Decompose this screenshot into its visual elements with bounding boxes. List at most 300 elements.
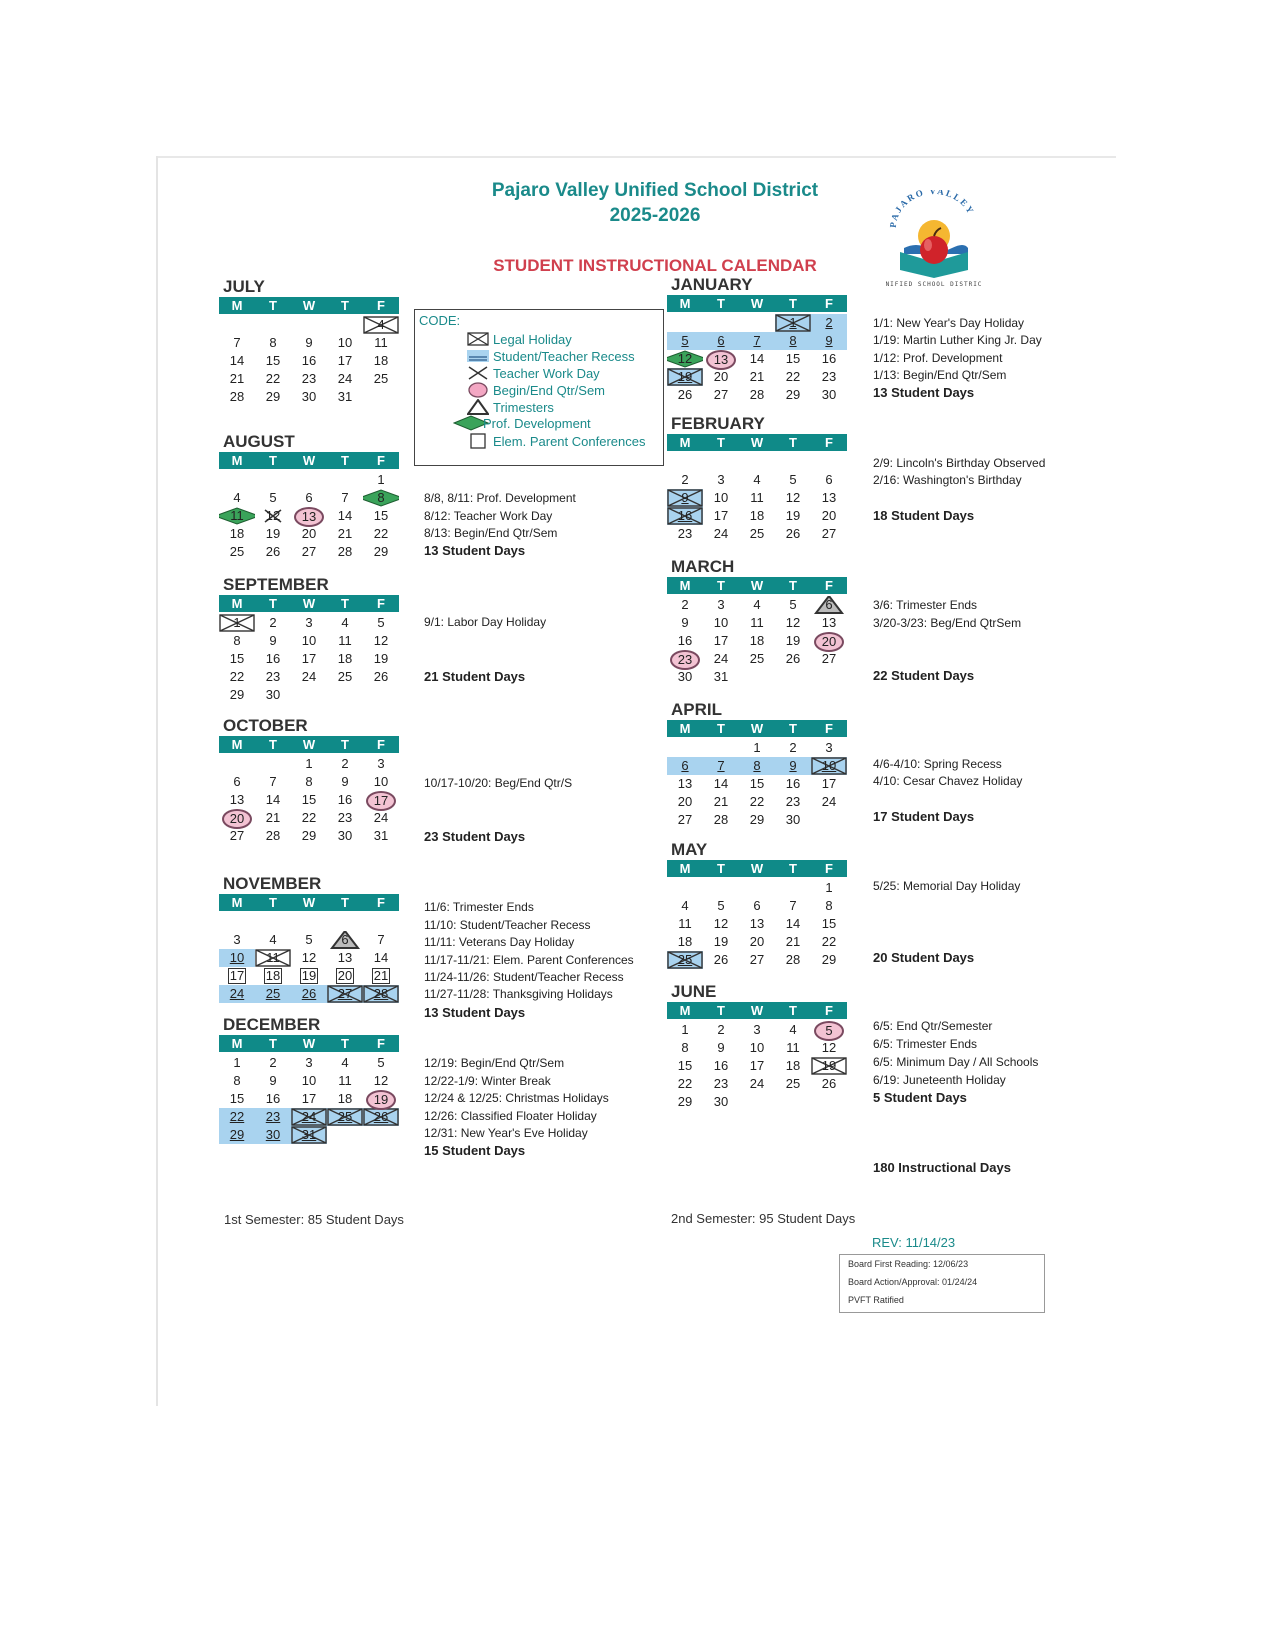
day-cell: [363, 967, 399, 985]
day-number: 30: [713, 1094, 729, 1109]
day-cell: [739, 811, 775, 829]
day-cell: [739, 757, 775, 775]
day-cell: [775, 596, 811, 614]
day-cell: [255, 525, 291, 543]
weekday-label: T: [341, 895, 349, 910]
day-number: 21: [785, 934, 801, 949]
day-number: 18: [337, 651, 353, 666]
day-cell: [291, 334, 327, 352]
day-number: 7: [269, 774, 277, 789]
day-number: 11: [750, 615, 764, 630]
day-cell: [255, 1054, 291, 1072]
day-cell: [255, 1090, 291, 1108]
week-row: [219, 1108, 399, 1126]
empty-day-cell: [291, 316, 327, 334]
day-number: 22: [373, 526, 389, 541]
day-cell: [327, 1072, 363, 1090]
day-cell: [363, 809, 399, 827]
day-cell: [703, 951, 739, 969]
day-cell: [327, 334, 363, 352]
month-name: DECEMBER: [223, 1015, 321, 1034]
day-number: 5: [377, 615, 385, 630]
weekday-label: M: [679, 1003, 691, 1018]
day-cell: [703, 668, 739, 686]
day-cell: [219, 1072, 255, 1090]
empty-day-cell: [775, 879, 811, 897]
day-number: 16: [337, 792, 353, 807]
weekday-label: F: [377, 737, 385, 752]
day-number: 2: [269, 1055, 277, 1070]
day-number: 15: [373, 508, 389, 523]
day-cell: [775, 386, 811, 404]
day-number: 31: [337, 389, 353, 404]
day-number: 21: [337, 526, 353, 541]
legend-label: Prof. Development: [483, 415, 591, 431]
day-cell: [291, 1108, 327, 1126]
day-number: 1: [789, 315, 797, 330]
day-cell: [327, 489, 363, 507]
day-number: 4: [753, 597, 761, 612]
day-number: 20: [749, 934, 765, 949]
day-cell: [703, 614, 739, 632]
aug-student-days: 13 Student Days: [424, 543, 526, 558]
mar-student-days: 22 Student Days: [873, 668, 975, 683]
day-cell: [667, 951, 703, 969]
day-number: 17: [337, 353, 353, 368]
week-row: [219, 985, 399, 1003]
day-number: 25: [749, 651, 765, 666]
day-cell: [667, 1057, 703, 1075]
weekday-label: T: [789, 861, 797, 876]
month-july: [219, 277, 399, 406]
day-cell: [703, 1057, 739, 1075]
week-row: [667, 632, 847, 650]
week-row: [667, 668, 847, 686]
day-number: 3: [305, 1055, 313, 1070]
day-cell: [291, 650, 327, 668]
day-number: 30: [785, 812, 801, 827]
day-cell: [291, 1072, 327, 1090]
day-cell: [703, 793, 739, 811]
day-number: 19: [785, 633, 801, 648]
day-cell: [703, 525, 739, 543]
day-cell: [667, 1075, 703, 1093]
day-number: 2: [341, 756, 349, 771]
legend-label: Begin/End Qtr/Sem: [493, 382, 605, 398]
day-number: 28: [785, 952, 801, 967]
month-may: [667, 840, 847, 969]
day-cell: [775, 1021, 811, 1039]
day-cell: [739, 614, 775, 632]
day-cell: [327, 931, 363, 949]
legend-code-label: CODE:: [419, 313, 461, 328]
day-number: 26: [785, 651, 801, 666]
day-cell: [739, 632, 775, 650]
weekday-label: T: [717, 296, 725, 311]
day-number: 20: [337, 968, 353, 983]
day-cell: [291, 809, 327, 827]
apr-student-days: 17 Student Days: [873, 809, 975, 824]
weekday-label: F: [377, 298, 385, 313]
day-cell: [775, 915, 811, 933]
day-cell: [775, 1057, 811, 1075]
empty-day-cell: [703, 879, 739, 897]
day-number: 8: [789, 333, 797, 348]
day-number: 10: [373, 774, 389, 789]
day-cell: [775, 757, 811, 775]
day-number: 6: [825, 472, 833, 487]
day-cell: [811, 793, 847, 811]
day-cell: [775, 650, 811, 668]
day-number: 13: [706, 350, 736, 370]
day-number: 5: [717, 898, 725, 913]
day-cell: [291, 352, 327, 370]
weekday-label: M: [231, 895, 243, 910]
day-number: 16: [677, 633, 693, 648]
day-cell: [327, 388, 363, 406]
legal-holiday-icon: [467, 331, 489, 347]
note-aug-0: 8/8, 8/11: Prof. Development: [424, 491, 576, 505]
day-cell: [219, 985, 255, 1003]
day-cell: [739, 596, 775, 614]
day-cell: [703, 596, 739, 614]
day-cell: [363, 316, 399, 334]
day-cell: [667, 668, 703, 686]
day-number: 1: [377, 472, 385, 487]
day-cell: [775, 525, 811, 543]
day-cell: [775, 1075, 811, 1093]
pink-circle-icon: [467, 382, 489, 398]
month-march: [667, 557, 847, 686]
day-number: 2: [789, 740, 797, 755]
day-number: 14: [337, 508, 353, 523]
day-number: 1: [681, 1022, 689, 1037]
week-row: [667, 915, 847, 933]
day-cell: [739, 386, 775, 404]
week-row: [219, 773, 399, 791]
month-name: JANUARY: [671, 275, 753, 294]
day-number: 20: [821, 508, 837, 523]
day-number: 1: [233, 1055, 241, 1070]
page-border-left: [156, 156, 158, 1406]
day-cell: [363, 1108, 399, 1126]
day-number: 9: [825, 333, 833, 348]
day-cell: [219, 352, 255, 370]
day-number: 9: [789, 758, 797, 773]
day-number: 30: [821, 387, 837, 402]
day-number: 31: [373, 828, 389, 843]
day-number: 6: [717, 333, 725, 348]
day-cell: [363, 489, 399, 507]
day-number: 28: [229, 389, 245, 404]
day-cell: [667, 489, 703, 507]
day-number: 3: [717, 597, 725, 612]
day-number: 9: [269, 1073, 277, 1088]
day-number: 29: [821, 952, 837, 967]
day-number: 6: [341, 932, 349, 947]
day-cell: [775, 811, 811, 829]
day-cell: [255, 668, 291, 686]
week-row: [219, 791, 399, 809]
day-cell: [291, 967, 327, 985]
note-dec-2: 12/24 & 12/25: Christmas Holidays: [424, 1091, 609, 1105]
day-cell: [811, 632, 847, 650]
day-number: 12: [785, 490, 801, 505]
day-cell: [255, 352, 291, 370]
day-cell: [703, 915, 739, 933]
day-cell: [667, 332, 703, 350]
day-number: 17: [821, 776, 837, 791]
weekday-label: M: [231, 1036, 243, 1051]
day-cell: [667, 632, 703, 650]
day-number: 3: [305, 615, 313, 630]
day-number: 2: [681, 472, 689, 487]
empty-day-cell: [739, 879, 775, 897]
week-row: [667, 489, 847, 507]
week-row: [667, 614, 847, 632]
weekday-header: [219, 595, 399, 612]
weekday-label: W: [302, 453, 316, 468]
weekday-label: T: [717, 1003, 725, 1018]
day-number: 17: [713, 508, 729, 523]
calendar-subtitle: STUDENT INSTRUCTIONAL CALENDAR: [493, 256, 817, 275]
day-number: 8: [681, 1040, 689, 1055]
day-number: 9: [269, 633, 277, 648]
weekday-label: T: [789, 1003, 797, 1018]
note-nov-0: 11/6: Trimester Ends: [424, 900, 534, 914]
day-cell: [703, 632, 739, 650]
day-number: 22: [821, 934, 837, 949]
day-number: 25: [373, 371, 389, 386]
week-row: [219, 316, 399, 334]
day-cell: [255, 388, 291, 406]
day-number: 13: [677, 776, 693, 791]
square-icon: [467, 433, 489, 449]
note-apr-1: 4/10: Cesar Chavez Holiday: [873, 774, 1023, 788]
day-number: 8: [269, 335, 277, 350]
day-cell: [363, 507, 399, 525]
empty-day-cell: [363, 686, 399, 704]
day-number: 29: [677, 1094, 693, 1109]
legend-prof-dev: [453, 415, 591, 431]
day-cell: [219, 931, 255, 949]
day-number: 10: [229, 950, 245, 965]
day-cell: [739, 793, 775, 811]
week-row: [219, 507, 399, 525]
note-dec-0: 12/19: Begin/End Qtr/Sem: [424, 1056, 565, 1070]
day-cell: [255, 507, 291, 525]
day-number: 2: [269, 615, 277, 630]
day-cell: [811, 915, 847, 933]
day-cell: [703, 757, 739, 775]
day-cell: [327, 949, 363, 967]
day-cell: [255, 686, 291, 704]
weekday-label: M: [231, 737, 243, 752]
day-number: 16: [785, 776, 801, 791]
school-year: 2025-2026: [609, 205, 701, 226]
day-cell: [363, 1054, 399, 1072]
month-name: MARCH: [671, 557, 735, 576]
day-cell: [775, 933, 811, 951]
day-number: 31: [713, 669, 729, 684]
week-row: [667, 793, 847, 811]
day-cell: [327, 827, 363, 845]
day-number: 20: [222, 809, 252, 829]
day-cell: [703, 332, 739, 350]
note-jan-0: 1/1: New Year's Day Holiday: [873, 316, 1025, 330]
month-february: [667, 414, 847, 543]
dec-student-days: 15 Student Days: [424, 1143, 526, 1158]
day-cell: [327, 1054, 363, 1072]
day-number: 13: [229, 792, 245, 807]
day-cell: [739, 489, 775, 507]
day-number: 5: [269, 490, 277, 505]
week-row: [667, 1057, 847, 1075]
week-row: [667, 1075, 847, 1093]
weekday-label: M: [679, 721, 691, 736]
day-cell: [703, 386, 739, 404]
day-number: 3: [377, 756, 385, 771]
day-cell: [811, 775, 847, 793]
day-cell: [811, 614, 847, 632]
day-cell: [219, 668, 255, 686]
day-number: 24: [337, 371, 353, 386]
day-cell: [667, 614, 703, 632]
day-cell: [703, 897, 739, 915]
note-feb-1: 2/16: Washington's Birthday: [873, 473, 1022, 487]
day-number: 17: [713, 633, 729, 648]
day-number: 19: [785, 508, 801, 523]
day-number: 17: [229, 968, 245, 983]
day-cell: [775, 632, 811, 650]
week-row: [667, 951, 847, 969]
day-cell: [811, 489, 847, 507]
day-number: 2: [825, 315, 833, 330]
note-jun-2: 6/5: Minimum Day / All Schools: [873, 1055, 1039, 1069]
day-number: 10: [301, 633, 317, 648]
day-number: 15: [229, 1091, 245, 1106]
day-number: 15: [749, 776, 765, 791]
day-cell: [363, 668, 399, 686]
day-number: 25: [677, 952, 693, 967]
day-number: 7: [717, 758, 725, 773]
week-row: [219, 370, 399, 388]
day-cell: [327, 985, 363, 1003]
day-cell: [703, 1075, 739, 1093]
day-cell: [739, 775, 775, 793]
legend-label: Student/Teacher Recess: [493, 348, 635, 364]
day-cell: [363, 632, 399, 650]
weekday-label: W: [302, 298, 316, 313]
month-october: [219, 716, 399, 845]
day-cell: [739, 650, 775, 668]
day-cell: [291, 985, 327, 1003]
weekday-header: [667, 434, 847, 451]
legend-recess: [467, 348, 635, 364]
day-number: 12: [301, 950, 317, 965]
day-cell: [811, 1039, 847, 1057]
empty-day-cell: [327, 1126, 363, 1144]
day-number: 27: [713, 387, 729, 402]
day-number: 18: [785, 1058, 801, 1073]
day-number: 16: [301, 353, 317, 368]
triangle-icon: [467, 399, 489, 415]
board-first-reading: Board First Reading: 12/06/23: [848, 1259, 969, 1269]
day-cell: [739, 915, 775, 933]
day-number: 25: [749, 526, 765, 541]
day-number: 31: [301, 1127, 317, 1142]
day-number: 29: [373, 544, 389, 559]
day-cell: [219, 773, 255, 791]
empty-day-cell: [811, 668, 847, 686]
week-row: [219, 949, 399, 967]
day-number: 12: [821, 1040, 837, 1055]
day-cell: [739, 368, 775, 386]
weekday-label: T: [341, 737, 349, 752]
day-number: 12: [785, 615, 801, 630]
legend-box: [414, 309, 664, 466]
note-sep-0: 9/1: Labor Day Holiday: [424, 615, 547, 629]
day-cell: [667, 915, 703, 933]
day-cell: [219, 632, 255, 650]
day-cell: [811, 879, 847, 897]
day-cell: [667, 350, 703, 368]
day-cell: [219, 507, 255, 525]
day-cell: [291, 931, 327, 949]
legend-label: Trimesters: [493, 399, 554, 415]
day-number: 12: [713, 916, 729, 931]
week-row: [667, 757, 847, 775]
day-number: 10: [301, 1073, 317, 1088]
day-number: 26: [677, 387, 693, 402]
day-cell: [291, 755, 327, 773]
day-number: 30: [265, 1127, 281, 1142]
day-cell: [739, 332, 775, 350]
day-number: 20: [814, 632, 844, 652]
day-cell: [811, 1075, 847, 1093]
day-number: 22: [229, 669, 245, 684]
day-number: 23: [677, 526, 693, 541]
day-number: 17: [301, 1091, 317, 1106]
week-row: [219, 632, 399, 650]
day-number: 30: [301, 389, 317, 404]
weekday-header: [667, 295, 847, 312]
day-cell: [291, 489, 327, 507]
day-number: 19: [713, 934, 729, 949]
day-cell: [667, 1039, 703, 1057]
day-number: 15: [265, 353, 281, 368]
day-number: 5: [681, 333, 689, 348]
day-cell: [327, 650, 363, 668]
week-row: [667, 507, 847, 525]
weekday-label: T: [717, 721, 725, 736]
day-number: 10: [749, 1040, 765, 1055]
day-cell: [667, 368, 703, 386]
weekday-label: F: [377, 895, 385, 910]
day-number: 26: [713, 952, 729, 967]
day-cell: [327, 1108, 363, 1126]
weekday-label: T: [789, 296, 797, 311]
weekday-label: F: [377, 596, 385, 611]
day-number: 29: [785, 387, 801, 402]
day-cell: [703, 350, 739, 368]
day-cell: [219, 543, 255, 561]
weekday-header: [219, 297, 399, 314]
day-number: 24: [301, 669, 317, 684]
day-number: 8: [305, 774, 313, 789]
day-cell: [667, 386, 703, 404]
day-number: 7: [341, 490, 349, 505]
